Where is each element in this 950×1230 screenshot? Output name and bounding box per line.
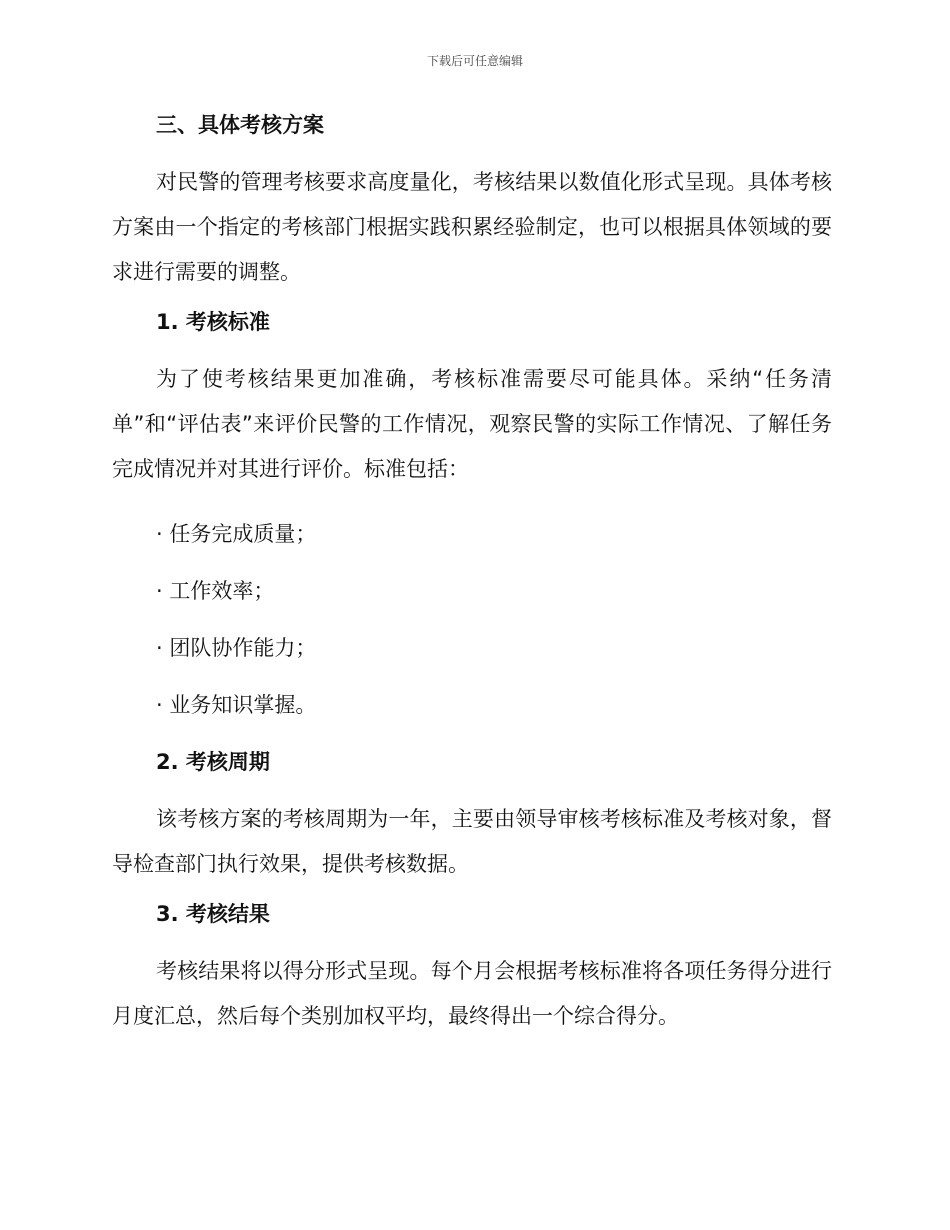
standards-paragraph: 为了使考核结果更加准确，考核标准需要尽可能具体。采纳“任务清单”和“评估表”来评价民警的工作情况，观察民警的实际工作情况、了解任务完成情况并对其进行评价。标准包括：	[112, 367, 832, 481]
standards-item-efficiency: · 工作效率；	[156, 579, 275, 603]
page-header: 下载后可任意编辑	[426, 54, 523, 68]
intro-paragraph: 对民警的管理考核要求高度量化，考核结果以数值化形式呈现。具体考核方案由一个指定的考核部门根据实践积累经验制定，也可以根据具体领域的要求进行需要的调整。	[112, 170, 832, 284]
section-title-standards: 1. 考核标准	[156, 310, 270, 334]
section-title-cycle: 2. 考核周期	[156, 750, 270, 774]
cycle-paragraph: 该考核方案的考核周期为一年，主要由领导审核考核标准及考核对象，督导检查部门执行效果，提供考核数据。	[112, 807, 832, 876]
section-title-results: 3. 考核结果	[156, 902, 270, 926]
section-title-main: 三、具体考核方案	[156, 113, 324, 137]
standards-item-teamwork: · 团队协作能力；	[156, 636, 317, 660]
standards-item-quality: · 任务完成质量；	[156, 522, 317, 546]
standards-item-knowledge: · 业务知识掌握。	[156, 693, 317, 717]
document-body	[112, 110, 832, 1039]
results-paragraph: 考核结果将以得分形式呈现。每个月会根据考核标准将各项任务得分进行月度汇总，然后每个类别加权平均，最终得出一个综合得分。	[112, 959, 832, 1028]
